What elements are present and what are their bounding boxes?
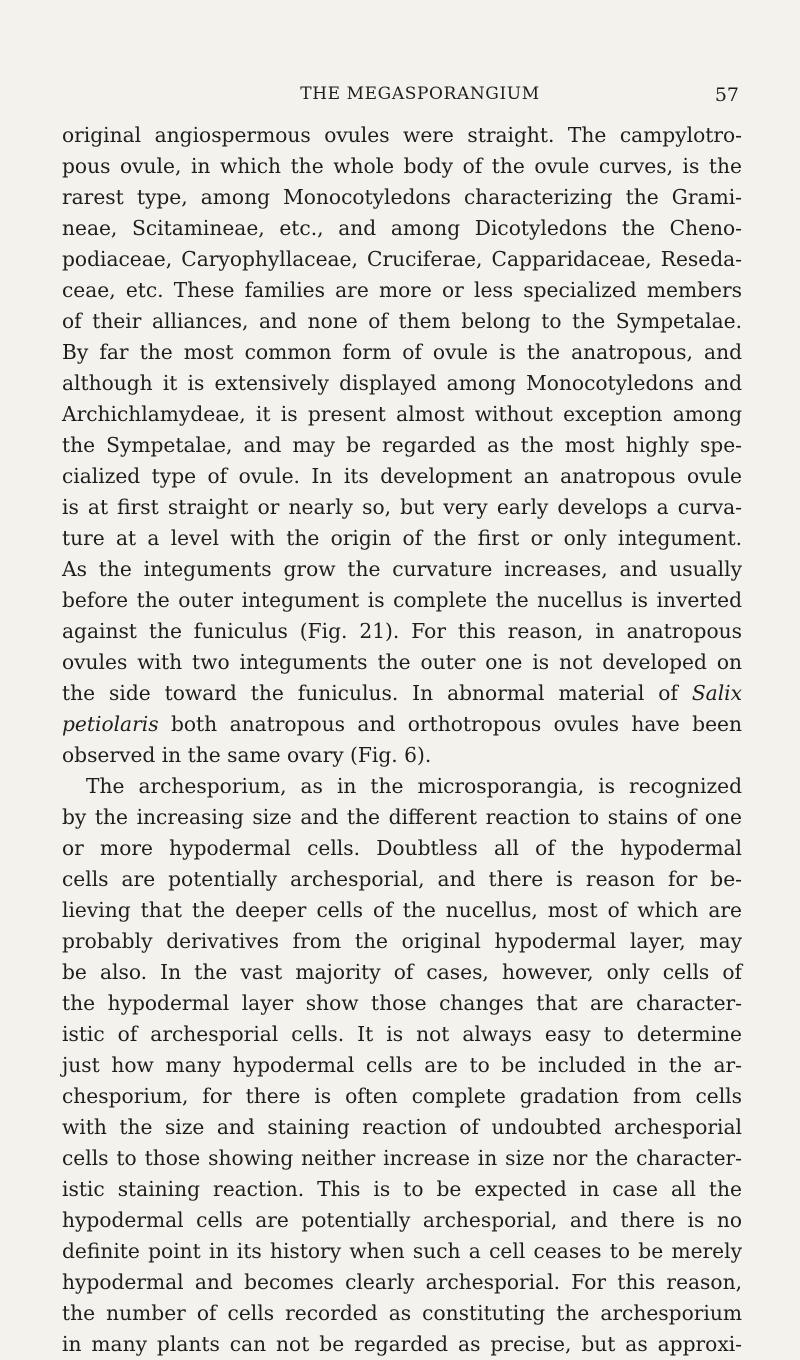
text-line: against the funiculus (Fig. 21). For this reason, in anatropous [62,619,742,643]
text-line: chesporium, for there is often complete gradation from cells [62,1084,742,1108]
text-line: is at first straight or nearly so, but very early develops a curva- [62,495,742,519]
text-line: pous ovule, in which the whole body of the ovule curves, is the [62,154,742,178]
text-line: ceae, etc. These families are more or less specialized members [62,278,742,302]
text-fragment: the side toward the funiculus. In abnormal material of [62,681,678,705]
text-line: rarest type, among Monocotyledons characterizing the Grami- [62,185,742,209]
text-line-with-taxon [62,709,742,740]
text-line: or more hypodermal cells. Doubtless all of the hypodermal [62,836,742,860]
text-line: be also. In the vast majority of cases, however, only cells of [62,960,742,984]
text-line: the Sympetalae, and may be regarded as the most highly spe- [62,433,742,457]
text-line: of their alliances, and none of them belong to the Sympetalae. [62,309,742,333]
text-line: Archichlamydeae, it is present almost without exception among [62,402,742,426]
paragraph-start-line: The archesporium, as in the microsporangia, is recognized [86,774,742,798]
text-line: original angiospermous ovules were straight. The campylotro- [62,123,742,147]
text-line: cialized type of ovule. In its development an anatropous ovule [62,464,742,488]
text-line: istic staining reaction. This is to be expected in case all the [62,1177,742,1201]
text-line: in many plants can not be regarded as precise, but as approxi- [62,1332,742,1356]
body-text [62,120,742,1360]
text-line: hypodermal cells are potentially archesporial, and there is no [62,1208,742,1232]
text-line: As the integuments grow the curvature increases, and usually [62,557,742,581]
text-line: by the increasing size and the different reaction to stains of one [62,805,742,829]
text-line: just how many hypodermal cells are to be included in the ar- [62,1053,742,1077]
running-title: THE MEGASPORANGIUM [300,84,540,104]
text-line: the number of cells recorded as constituting the archesporium [62,1301,742,1325]
text-fragment: both anatropous and orthotropous ovules have been [158,712,742,736]
text-line: although it is extensively displayed among Monocotyledons and [62,371,742,395]
text-line: ovules with two integuments the outer one is not developed on [62,650,742,674]
text-line: hypodermal and becomes clearly archesporial. For this reason, [62,1270,742,1294]
text-line: podiaceae, Caryophyllaceae, Cruciferae, Capparidaceae, Reseda- [62,247,742,271]
text-line: definite point in its history when such a cell ceases to be merely [62,1239,742,1263]
text-line: neae, Scitamineae, etc., and among Dicotyledons the Cheno- [62,216,742,240]
text-line: probably derivatives from the original hypodermal layer, may [62,929,742,953]
text-line: with the size and staining reaction of undoubted archesporial [62,1115,742,1139]
text-line: lieving that the deeper cells of the nucellus, most of which are [62,898,742,922]
text-line: cells are potentially archesporial, and there is reason for be- [62,867,742,891]
taxon-genus: Salix [691,681,742,705]
text-line-with-taxon [62,678,742,709]
paragraph-end-line: observed in the same ovary (Fig. 6). [62,743,432,767]
text-line: cells to those showing neither increase in size nor the character- [62,1146,742,1170]
page-header [0,84,800,108]
taxon-species: petiolaris [62,712,159,736]
page-number: 57 [714,84,739,106]
text-line: ture at a level with the origin of the first or only integument. [62,526,742,550]
text-line: By far the most common form of ovule is the anatropous, and [62,340,742,364]
text-line: before the outer integument is complete the nucellus is inverted [62,588,742,612]
text-line: istic of archesporial cells. It is not always easy to determine [62,1022,742,1046]
text-line: the hypodermal layer show those changes that are character- [62,991,742,1015]
